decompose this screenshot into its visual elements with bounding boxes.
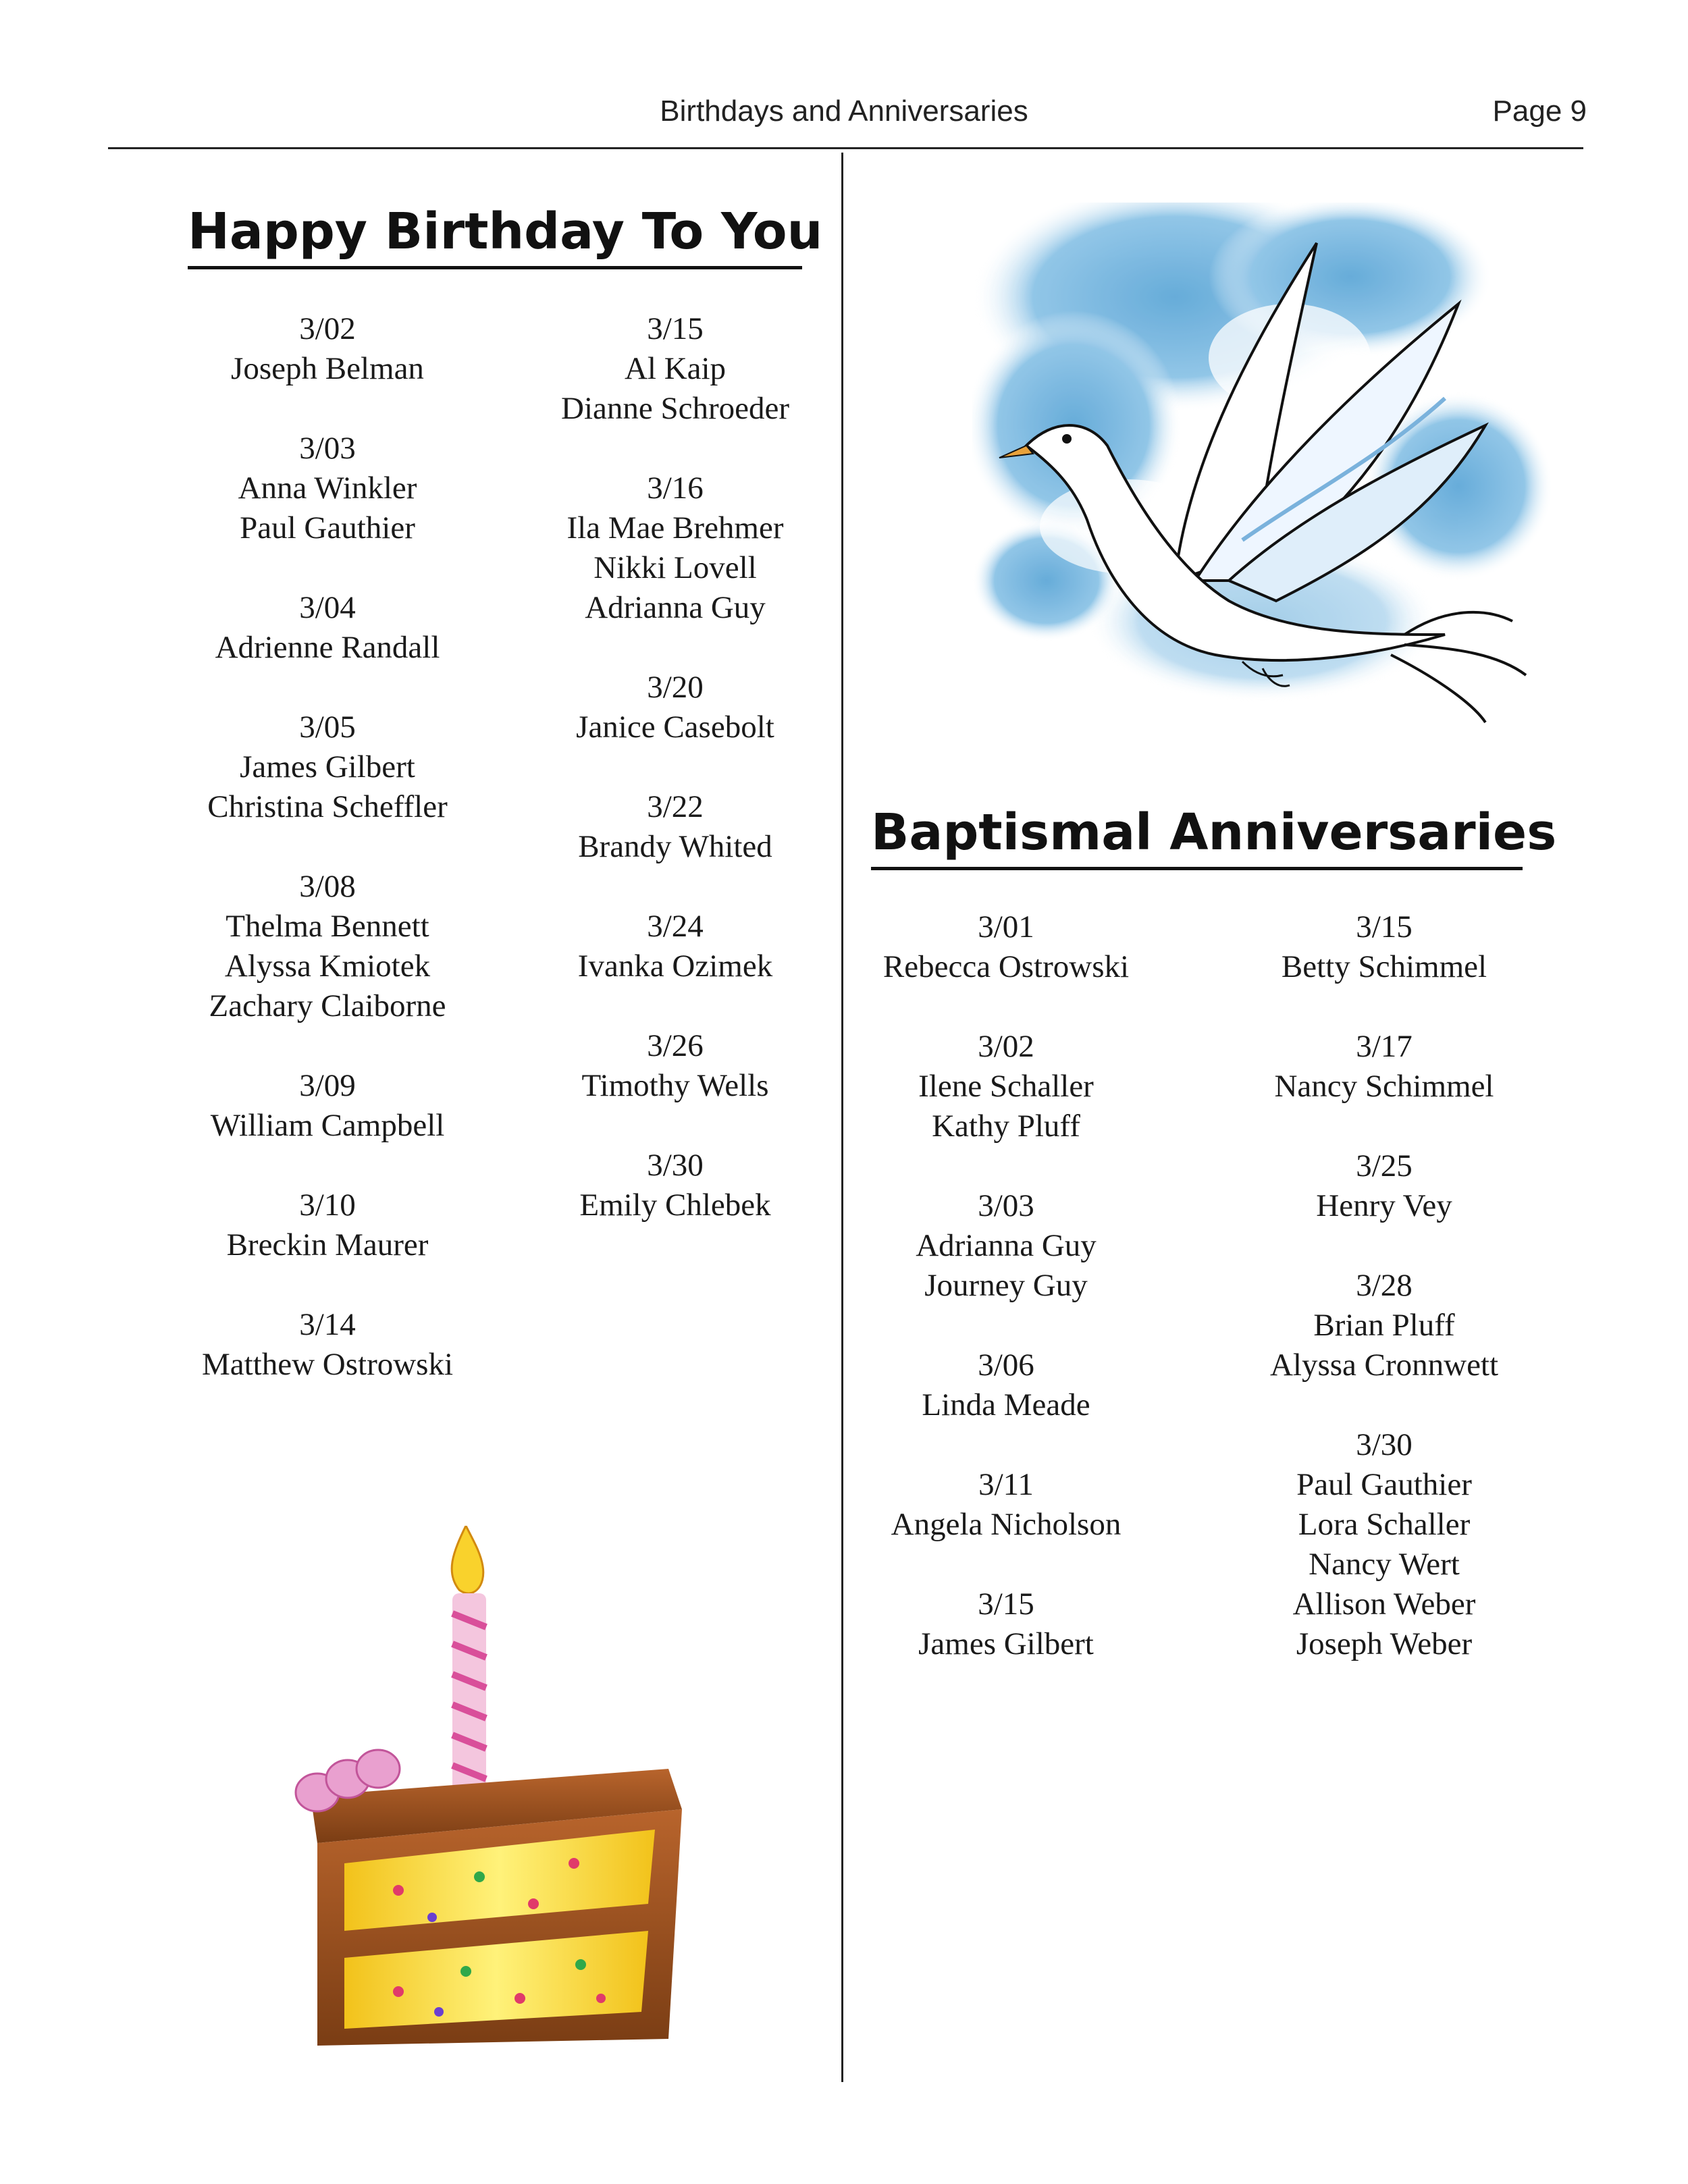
person-name: James Gilbert: [918, 1626, 1094, 1661]
person-name: Alyssa Cronnwett: [1269, 1348, 1499, 1383]
date-label: 3/30: [1356, 1427, 1413, 1462]
person-name: Thelma Bennett: [226, 909, 429, 944]
date-label: 3/15: [1356, 909, 1413, 944]
date-group: [503, 668, 847, 747]
date-label: 3/30: [647, 1148, 704, 1183]
person-name: Allison Weber: [1292, 1587, 1476, 1622]
person-name: Joseph Weber: [1296, 1626, 1473, 1661]
date-group: [1215, 907, 1553, 987]
person-name: Ila Mae Brehmer: [566, 510, 784, 545]
date-group: [503, 1026, 847, 1106]
person-name: Nancy Schimmel: [1274, 1069, 1494, 1104]
person-name: Joseph Belman: [231, 351, 424, 386]
date-label: 3/02: [978, 1029, 1034, 1064]
birthday-cake-icon: [290, 1526, 709, 2052]
date-group: [1215, 1266, 1553, 1385]
date-label: 3/06: [978, 1348, 1034, 1383]
date-group: [851, 1186, 1161, 1306]
person-name: Linda Meade: [922, 1387, 1090, 1422]
date-label: 3/14: [299, 1307, 356, 1342]
date-label: 3/02: [299, 311, 356, 346]
page-number: Page 9: [1492, 95, 1587, 128]
baptismal-column-2: [1215, 907, 1553, 1704]
person-name: Nancy Wert: [1309, 1547, 1460, 1582]
date-group: [155, 588, 500, 668]
date-group: [851, 907, 1161, 987]
birthday-column-2: [503, 309, 847, 1265]
person-name: Timothy Wells: [581, 1068, 769, 1103]
date-group: [155, 309, 500, 389]
person-name: Paul Gauthier: [240, 510, 415, 545]
date-label: 3/22: [647, 789, 704, 824]
date-label: 3/05: [299, 710, 356, 745]
date-label: 3/08: [299, 869, 356, 904]
person-name: Alyssa Kmiotek: [224, 949, 431, 984]
person-name: Adrianna Guy: [585, 590, 766, 625]
date-label: 3/03: [299, 431, 356, 466]
date-label: 3/26: [647, 1028, 704, 1063]
person-name: Matthew Ostrowski: [201, 1347, 454, 1382]
person-name: Ivanka Ozimek: [577, 949, 773, 984]
person-name: Janice Casebolt: [576, 710, 774, 745]
date-group: [503, 309, 847, 429]
person-name: Betty Schimmel: [1281, 949, 1487, 984]
person-name: Paul Gauthier: [1296, 1467, 1472, 1502]
person-name: Henry Vey: [1316, 1188, 1452, 1223]
person-name: Zachary Claiborne: [209, 988, 446, 1023]
date-label: 3/04: [299, 590, 356, 625]
baptismal-column-1: [851, 907, 1161, 1704]
person-name: William Campbell: [210, 1108, 445, 1143]
date-group: [851, 1346, 1161, 1425]
person-name: Journey Guy: [924, 1268, 1088, 1303]
person-name: Nikki Lovell: [594, 550, 757, 585]
person-name: Anna Winkler: [238, 471, 417, 506]
date-group: [503, 787, 847, 867]
person-name: Rebecca Ostrowski: [882, 949, 1130, 984]
person-name: Adrianna Guy: [916, 1228, 1097, 1263]
person-name: Christina Scheffler: [207, 789, 448, 824]
date-group: [1215, 1146, 1553, 1226]
date-group: [155, 708, 500, 827]
person-name: Adrienne Randall: [215, 630, 440, 665]
date-label: 3/17: [1356, 1029, 1413, 1064]
date-group: [155, 1305, 500, 1385]
person-name: Lora Schaller: [1298, 1507, 1471, 1542]
date-label: 3/25: [1356, 1148, 1413, 1183]
person-name: Ilene Schaller: [918, 1069, 1094, 1104]
header-title: Birthdays and Anniversaries: [660, 95, 1028, 128]
date-label: 3/03: [978, 1188, 1034, 1223]
person-name: Dianne Schroeder: [561, 391, 789, 426]
date-label: 3/15: [647, 311, 704, 346]
person-name: Brandy Whited: [578, 829, 772, 864]
birthday-column-1: [155, 309, 500, 1424]
date-group: [155, 867, 500, 1026]
date-group: [155, 429, 500, 548]
date-label: 3/16: [647, 471, 704, 506]
date-group: [851, 1584, 1161, 1664]
date-label: 3/09: [299, 1068, 356, 1103]
person-name: Kathy Pluff: [932, 1109, 1080, 1144]
date-label: 3/15: [978, 1587, 1034, 1622]
date-label: 3/01: [978, 909, 1034, 944]
baptismal-heading: Baptismal Anniversaries: [871, 803, 1523, 870]
person-name: James Gilbert: [240, 749, 415, 784]
date-group: [851, 1027, 1161, 1146]
birthday-heading: Happy Birthday To You: [188, 203, 802, 269]
date-group: [155, 1066, 500, 1146]
date-group: [503, 469, 847, 628]
date-label: 3/24: [647, 909, 704, 944]
person-name: Emily Chlebek: [579, 1188, 771, 1223]
header-rule: [108, 147, 1583, 149]
date-group: [503, 907, 847, 986]
date-label: 3/10: [299, 1188, 356, 1223]
date-label: 3/28: [1356, 1268, 1413, 1303]
person-name: Al Kaip: [624, 351, 727, 386]
person-name: Breckin Maurer: [226, 1227, 429, 1262]
date-label: 3/20: [647, 670, 704, 705]
date-group: [1215, 1425, 1553, 1664]
dove-icon: [972, 203, 1553, 743]
date-group: [1215, 1027, 1553, 1107]
person-name: Brian Pluff: [1313, 1308, 1455, 1343]
person-name: Angela Nicholson: [891, 1507, 1122, 1542]
date-group: [155, 1186, 500, 1265]
date-group: [503, 1146, 847, 1225]
date-group: [851, 1465, 1161, 1545]
date-label: 3/11: [978, 1467, 1034, 1502]
